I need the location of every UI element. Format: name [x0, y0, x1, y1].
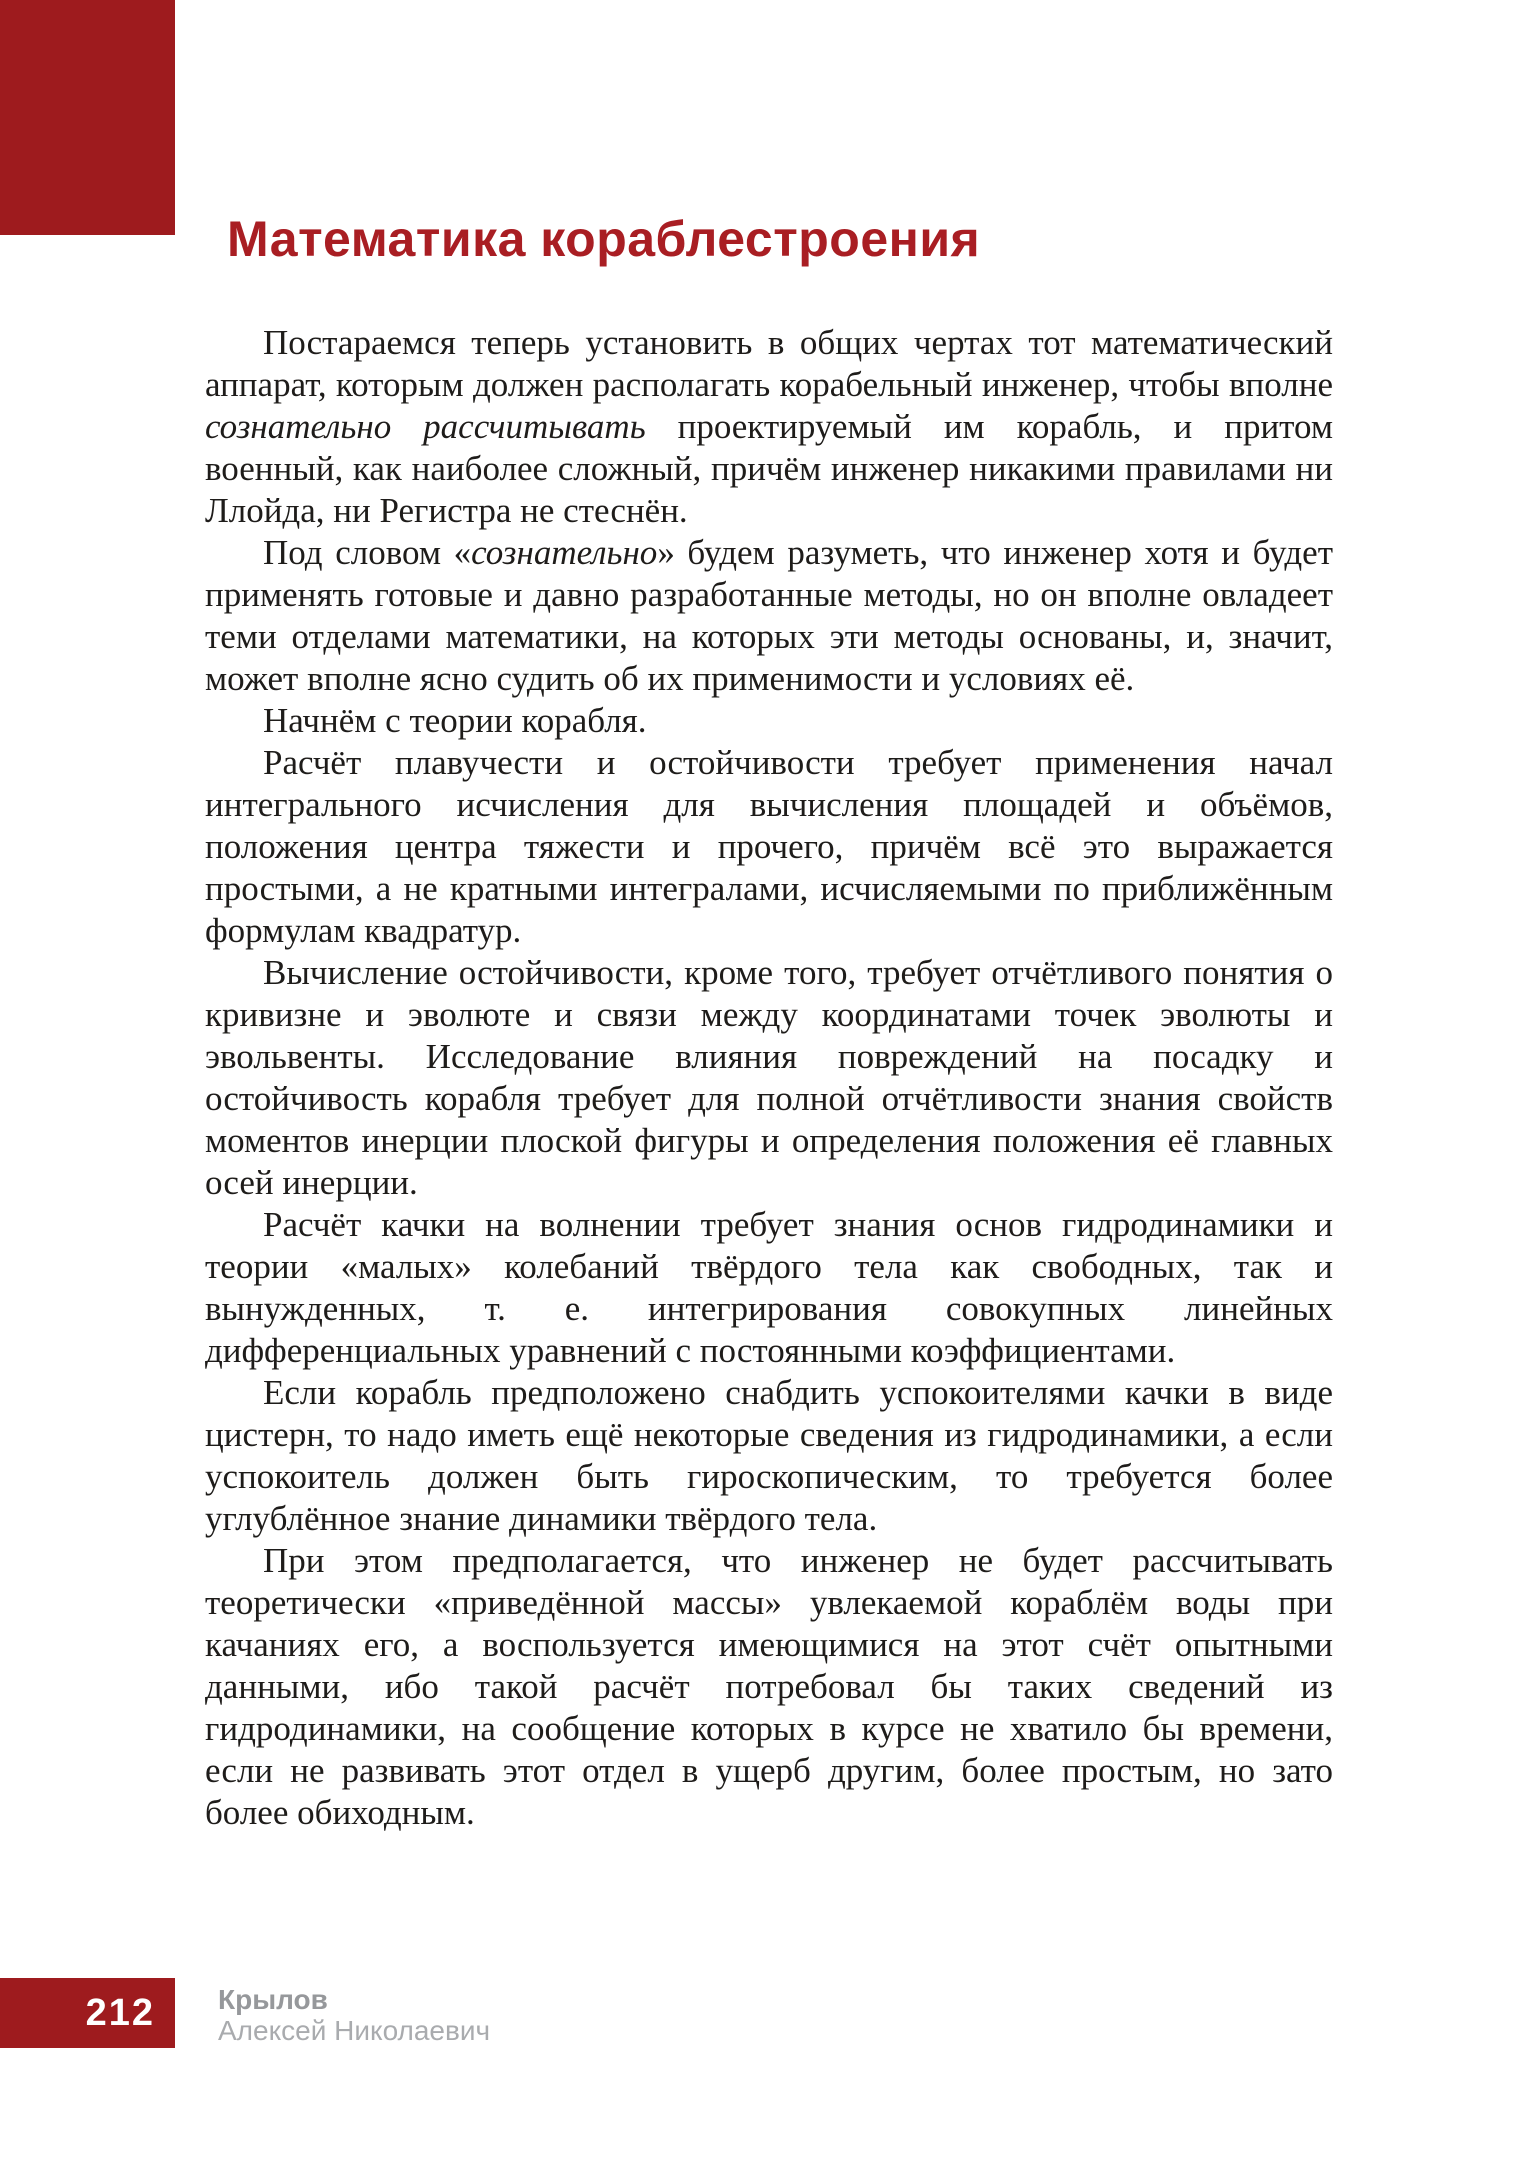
paragraph-text: Начнём с теории корабля. — [263, 701, 647, 740]
paragraph-text: Вычисление остойчивости, кроме того, требует отчётливого понятия о кривизне и эволюте и связи между координатами точек эволюты и эвольвенты. Исследование влияния повреждений на посадку и остойчивость корабля требует для полной отчётливости знания свойств моментов инерции плоской фигуры и определения положения её главных осей инерции. — [205, 953, 1333, 1202]
chapter-title: Математика кораблестроения — [227, 210, 981, 267]
body-text-column — [205, 322, 1333, 1834]
paragraph — [205, 1540, 1333, 1834]
paragraph-text: Постараемся теперь установить в общих чертах тот математический аппарат, которым должен располагать корабельный инженер, чтобы вполне — [205, 323, 1333, 404]
paragraph-text: Если корабль предположено снабдить успокоителями качки в виде цистерн, то надо иметь ещё некоторые сведения из гидродинамики, а если успокоитель должен быть гироскопическим, то требуется более углублённое знание динамики твёрдого тела. — [205, 1373, 1333, 1538]
chapter-marker-block — [0, 0, 175, 235]
paragraph-text: Расчёт плавучести и остойчивости требует применения начал интегрального исчисления для вычисления площадей и объёмов, положения центра тяжести и прочего, причём всё это выражается простыми, а не кратными интегралами, исчисляемыми по приближённым формулам квадратур. — [205, 743, 1333, 950]
author-lastname: Крылов — [218, 1984, 328, 2015]
paragraph-text: Расчёт качки на волнении требует знания основ гидродинамики и теории «малых» колебаний твёрдого тела как свободных, так и вынужденных, т. е. интегрирования совокупных линейных дифференциальных уравнений с постоянными коэффициентами. — [205, 1205, 1333, 1370]
paragraph — [205, 1204, 1333, 1372]
author-firstname: Алексей Николаевич — [218, 2015, 491, 2046]
paragraph — [205, 742, 1333, 952]
paragraph-text: При этом предполагается, что инженер не будет рассчитывать теоретически «приведённой массы» увлекаемой кораблём воды при качаниях его, а воспользуется имеющимися на этот счёт опытными данными, ибо такой расчёт потребовал бы таких сведений из гидродинамики, на сообщение которых в курсе не хватило бы времени, если не развивать этот отдел в ущерб другим, более простым, но зато более обиходным. — [205, 1541, 1333, 1832]
footer-author — [218, 1984, 490, 2046]
page-number-badge — [0, 1978, 175, 2048]
paragraph — [205, 952, 1333, 1204]
page-number: 212 — [85, 1991, 155, 2034]
paragraph — [205, 1372, 1333, 1540]
paragraph — [205, 532, 1333, 700]
paragraph-text-italic: сознательно рассчитывать — [205, 407, 646, 446]
paragraph-text-italic: сознательно — [471, 533, 658, 572]
paragraph — [205, 322, 1333, 532]
paragraph — [205, 700, 1333, 742]
paragraph-text: Под словом « — [263, 533, 472, 572]
paragraph-text: проектируемый им корабль, и притом военный, как наиболее сложный, причём инженер никакими правилами ни Ллойда, ни Регистра не стеснён. — [205, 407, 1333, 530]
paragraph-text: » будем разуметь, что инженер хотя и будет применять готовые и давно разработанные методы, но он вполне овладеет теми отделами математики, на которых эти методы основаны, и, значит, может вполне ясно судить об их применимости и условиях её. — [205, 533, 1333, 698]
